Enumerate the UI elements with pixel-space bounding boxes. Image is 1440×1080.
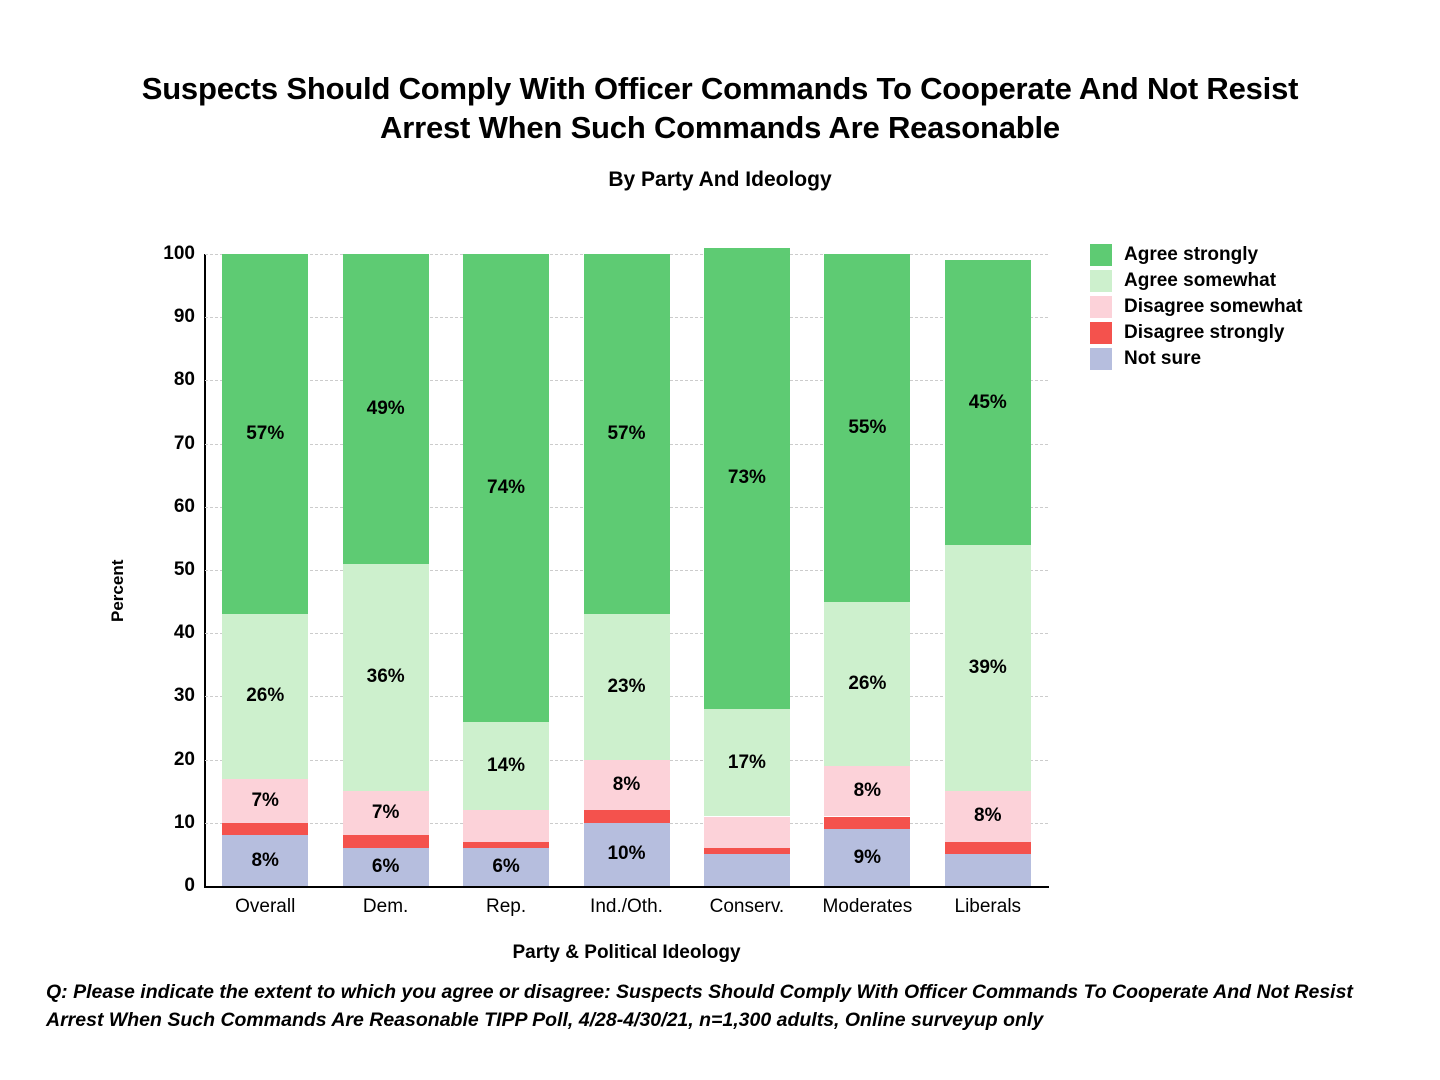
y-axis-tick-label: 10 bbox=[173, 811, 195, 833]
legend-item[interactable] bbox=[1090, 268, 1420, 294]
bar-segment[interactable] bbox=[824, 829, 910, 886]
bar-segment[interactable] bbox=[343, 835, 429, 848]
y-axis-tick-labels bbox=[143, 243, 195, 896]
y-axis-tick-label: 0 bbox=[184, 875, 195, 896]
bar-value-label: 73% bbox=[727, 467, 766, 489]
bar-segment[interactable] bbox=[222, 779, 308, 823]
bar-segment[interactable] bbox=[584, 614, 670, 759]
x-axis-tick-label: Overall bbox=[235, 896, 296, 917]
legend-label: Disagree strongly bbox=[1124, 322, 1285, 343]
bar-segment[interactable] bbox=[343, 791, 429, 835]
bar-value-label: 39% bbox=[968, 656, 1007, 678]
legend-swatch bbox=[1090, 270, 1112, 292]
y-axis-tick-label: 90 bbox=[173, 306, 195, 328]
chart-title: Suspects Should Comply With Officer Commands To Cooperate And Not Resist Arrest When Such Commands Are Reasonable bbox=[141, 71, 1299, 145]
bar-value-label: 8% bbox=[853, 780, 882, 802]
y-axis-tick-label: 40 bbox=[173, 622, 195, 644]
bar-segment[interactable] bbox=[463, 810, 549, 842]
bar-segment[interactable] bbox=[704, 709, 790, 816]
bar-segment[interactable] bbox=[584, 760, 670, 811]
legend-swatch bbox=[1090, 348, 1112, 370]
title-block bbox=[0, 0, 1440, 192]
y-axis-tick-label: 70 bbox=[173, 432, 195, 454]
bar-value-label: 10% bbox=[607, 843, 646, 865]
legend-label: Disagree somewhat bbox=[1124, 296, 1303, 317]
bar-value-label: 8% bbox=[974, 805, 1002, 827]
bar-value-label: 7% bbox=[371, 802, 400, 824]
legend-swatch bbox=[1090, 322, 1112, 344]
y-axis-title: Percent bbox=[108, 559, 127, 622]
y-axis-tick-label: 20 bbox=[173, 748, 195, 770]
legend-item[interactable] bbox=[1090, 320, 1420, 346]
bar-value-label: 9% bbox=[853, 846, 882, 868]
bar-group[interactable] bbox=[222, 254, 308, 886]
bar-segment[interactable] bbox=[584, 254, 670, 614]
x-axis-tick-label: Liberals bbox=[954, 896, 1022, 917]
bar-segment[interactable] bbox=[945, 545, 1031, 791]
bar-segment[interactable] bbox=[824, 254, 910, 602]
bar-segment[interactable] bbox=[222, 823, 308, 836]
y-axis-tick-label: 100 bbox=[163, 243, 195, 264]
bar-segment[interactable] bbox=[824, 602, 910, 766]
bar-segment[interactable] bbox=[945, 842, 1031, 855]
bar-segment[interactable] bbox=[343, 564, 429, 792]
bar-value-label: 57% bbox=[607, 423, 646, 445]
bar-value-label: 55% bbox=[848, 416, 887, 438]
bar-group[interactable] bbox=[824, 254, 910, 886]
bar-segment[interactable] bbox=[704, 848, 790, 854]
x-axis-tick-label: Conserv. bbox=[709, 896, 785, 917]
x-axis-tick-label: Ind./Oth. bbox=[590, 896, 663, 917]
bar-value-label: 7% bbox=[251, 789, 279, 811]
bar-segment[interactable] bbox=[343, 254, 429, 564]
x-axis-tick-label: Dem. bbox=[362, 896, 409, 917]
legend-swatch bbox=[1090, 296, 1112, 318]
y-axis-tick-label: 80 bbox=[173, 369, 195, 391]
bar-segment[interactable] bbox=[463, 722, 549, 810]
bar-value-label: 6% bbox=[492, 856, 520, 878]
bar-value-label: 26% bbox=[246, 685, 285, 707]
bar-segment[interactable] bbox=[463, 842, 549, 848]
y-axis-tick-label: 30 bbox=[173, 685, 195, 707]
bar-value-label: 14% bbox=[487, 754, 526, 776]
legend-item[interactable] bbox=[1090, 346, 1420, 372]
bar-group[interactable] bbox=[584, 254, 670, 886]
bar-value-label: 74% bbox=[487, 476, 526, 498]
y-axis-tick-label: 60 bbox=[173, 495, 195, 517]
legend-label: Agree somewhat bbox=[1124, 270, 1277, 291]
bar-value-label: 6% bbox=[371, 856, 400, 878]
legend-label: Agree strongly bbox=[1124, 244, 1259, 265]
bar-value-label: 45% bbox=[968, 391, 1007, 413]
bar-segment[interactable] bbox=[463, 848, 549, 886]
bar-segment[interactable] bbox=[584, 823, 670, 886]
footnote: Q: Please indicate the extent to which you agree or disagree: Suspects Should Comply With Officer Commands To Cooperate And Not Resist Arrest When Such Commands Are Reasonable TIPP Poll, 4/28-4/30/21, n=1,300 adults, Online surveyup only bbox=[46, 981, 1353, 1032]
legend-item[interactable] bbox=[1090, 294, 1420, 320]
bar-segment[interactable] bbox=[945, 854, 1031, 886]
bar-segment[interactable] bbox=[824, 817, 910, 830]
bar-segment[interactable] bbox=[222, 835, 308, 886]
chart-subtitle: By Party And Ideology bbox=[608, 167, 832, 191]
bar-value-label: 17% bbox=[727, 751, 766, 773]
bar-value-label: 36% bbox=[366, 666, 405, 688]
bar-segment[interactable] bbox=[222, 254, 308, 614]
bar-group[interactable] bbox=[463, 254, 549, 886]
bar-group[interactable] bbox=[704, 254, 790, 886]
bar-value-label: 8% bbox=[251, 849, 279, 871]
bar-value-label: 23% bbox=[607, 675, 646, 697]
x-axis-line bbox=[204, 886, 1049, 888]
bar-segment[interactable] bbox=[704, 248, 790, 709]
bar-segment[interactable] bbox=[704, 817, 790, 849]
legend-swatch bbox=[1090, 244, 1112, 266]
bar-segment[interactable] bbox=[463, 254, 549, 722]
bar-segment[interactable] bbox=[945, 791, 1031, 842]
bar-value-label: 8% bbox=[612, 773, 641, 795]
bar-group[interactable] bbox=[945, 254, 1031, 886]
bar-segment[interactable] bbox=[704, 854, 790, 886]
bar-value-label: 57% bbox=[246, 423, 285, 445]
legend-item[interactable] bbox=[1090, 242, 1420, 268]
legend bbox=[1090, 242, 1420, 372]
x-axis-title: Party & Political Ideology bbox=[512, 942, 741, 963]
y-axis-tick-label: 50 bbox=[173, 559, 195, 580]
bar-group[interactable] bbox=[343, 254, 429, 886]
legend-label: Not sure bbox=[1124, 348, 1202, 369]
bar-value-label: 49% bbox=[366, 397, 405, 419]
x-axis-tick-label: Rep. bbox=[485, 896, 527, 917]
x-axis-tick-label: Moderates bbox=[822, 896, 913, 917]
bar-segment[interactable] bbox=[222, 614, 308, 778]
bar-value-label: 26% bbox=[848, 672, 887, 694]
bar-segment[interactable] bbox=[824, 766, 910, 817]
bar-segment[interactable] bbox=[343, 848, 429, 886]
bar-segment[interactable] bbox=[584, 810, 670, 823]
bar-segment[interactable] bbox=[945, 260, 1031, 544]
